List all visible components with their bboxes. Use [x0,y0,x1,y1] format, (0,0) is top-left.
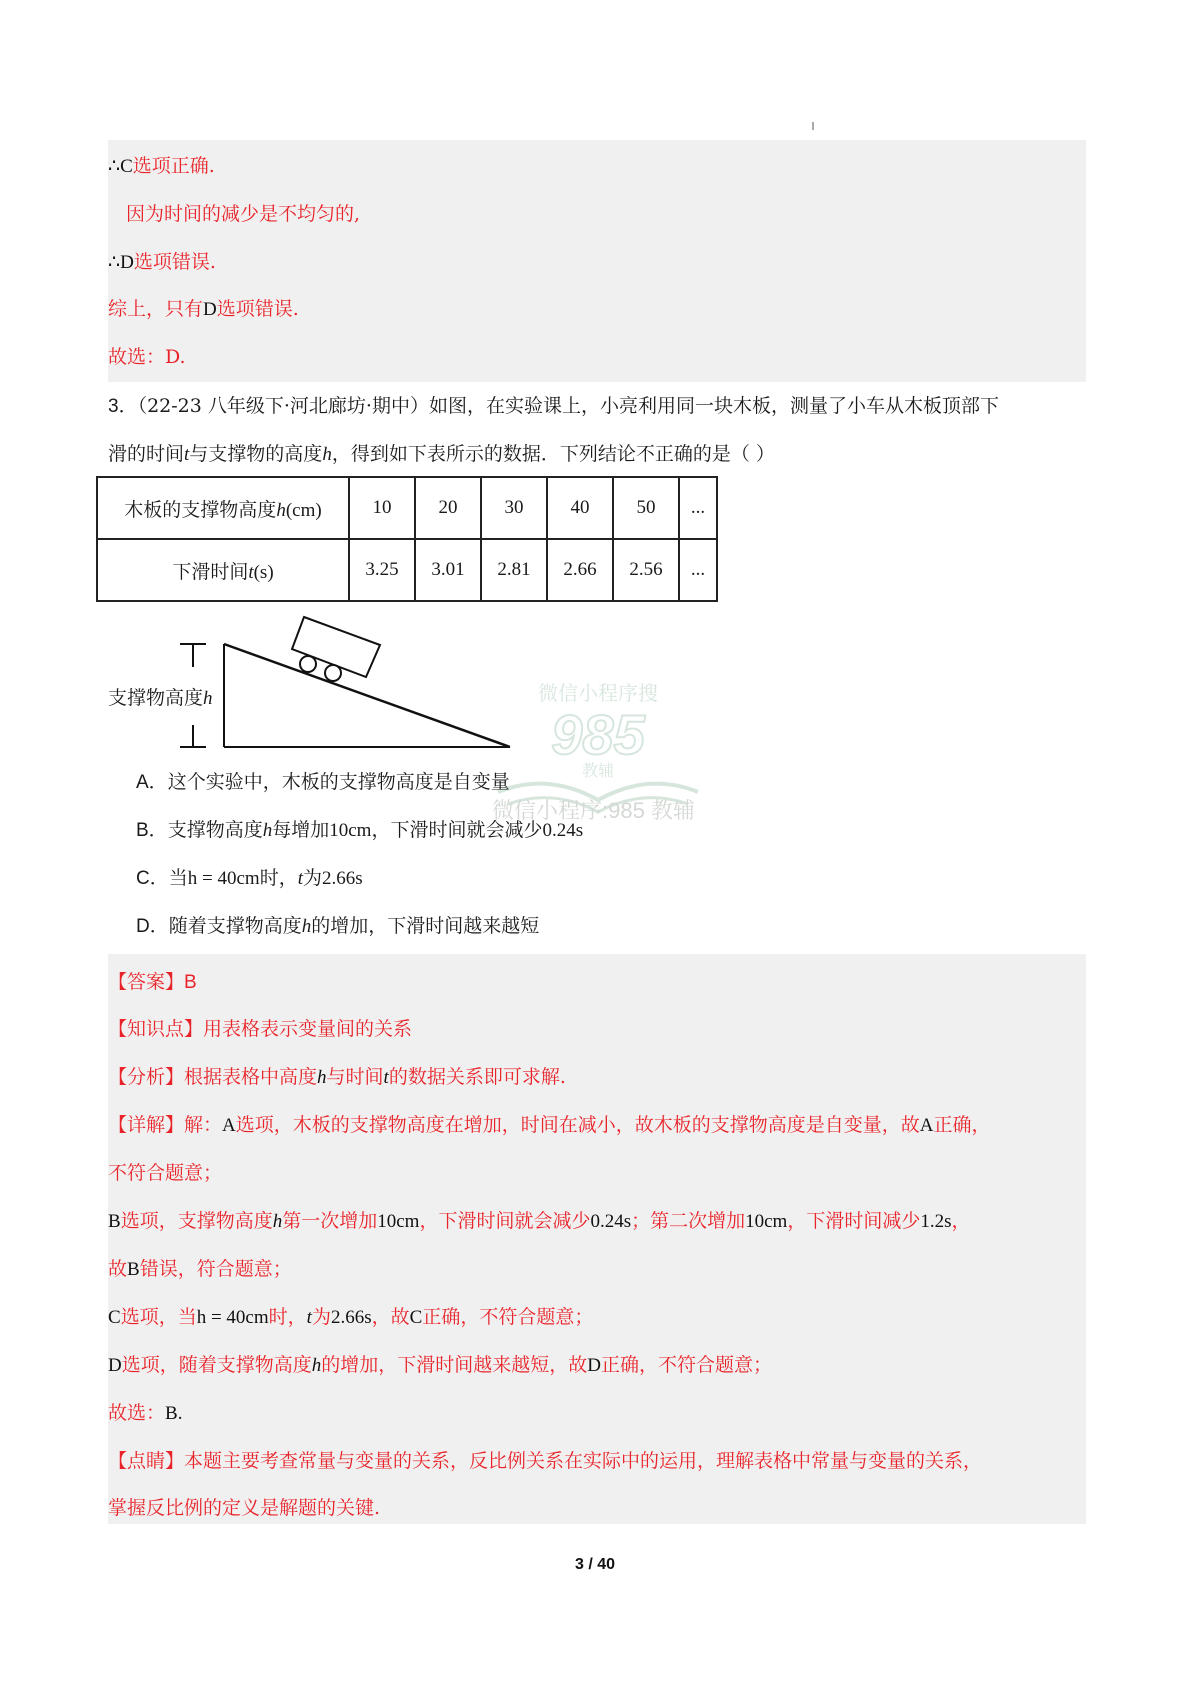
figure-label: 支撑物高度h [108,687,213,709]
watermark-text: 微信小程序:985 教辅 [492,798,695,823]
option-d: D．随着支撑物高度h的增加，下滑时间越来越短 [136,915,540,937]
question-source: （22-23 八年级下·河北廊坊·期中） [137,395,429,417]
comment-line-1: 【点睛】本题主要考查常量与变量的关系，反比例关系在实际中的运用，理解表格中常量与变量的关系， [108,1450,983,1472]
answer-tag: 【答案】 [108,971,185,993]
table-row-height [97,477,717,539]
table-cell: 20 [415,477,481,539]
table-cell: 2.56 [613,539,679,601]
table-cell: ... [679,539,717,601]
prev-line-4: 综上，只有D选项错误. [108,298,299,320]
table-cell: 2.81 [481,539,547,601]
detail-line-3: B选项，支撑物高度h第一次增加10cm，下滑时间就会减少0.24s；第二次增加10cm，下滑时间减少1.2s， [108,1210,971,1232]
question-stem-line-2: 滑的时间t与支撑物的高度h，得到如下表所示的数据．下列结论不正确的是（ ） [108,443,775,465]
table-cell: ... [679,477,717,539]
table-cell: 3.01 [415,539,481,601]
table-cell: 10 [349,477,415,539]
detail-line-6: D选项，随着支撑物高度h的增加，下滑时间越来越短，故D正确，不符合题意； [108,1354,773,1376]
svg-text:教辅: 教辅 [581,763,615,780]
option-a: A．这个实验中，木板的支撑物高度是自变量 [136,771,510,793]
table-cell: 2.66 [547,539,613,601]
table-cell: 30 [481,477,547,539]
svg-text:微信小程序搜: 微信小程序搜 [538,683,658,705]
option-b: B．支撑物高度h每增加10cm，下滑时间就会减少0.24s [136,819,584,841]
detail-line-2: 不符合题意； [108,1162,223,1184]
data-table [96,476,718,602]
table-header-height: 木板的支撑物高度h(cm) [97,477,349,539]
comment-line-2: 掌握反比例的定义是解题的关键. [108,1497,381,1519]
page-number: 3 / 40 [574,1556,616,1573]
knowledge-line: 【知识点】用表格表示变量间的关系 [108,1018,413,1040]
table-cell: 40 [547,477,613,539]
detail-line-5: C选项，当h = 40cm时，t为2.66s，故C正确，不符合题意； [108,1306,594,1328]
detail-line-4: 故B错误，符合题意； [108,1258,292,1280]
ramp-diagram [180,615,520,755]
answer-value: B [184,972,197,993]
header-mark [812,122,814,130]
final-choice-line: 故选：B. [108,1402,183,1424]
svg-text:985: 985 [551,703,645,766]
table-header-time: 下滑时间t(s) [97,539,349,601]
prev-line-3: ∴D选项错误. [108,251,216,273]
option-c: C．当h = 40cm时，t为2.66s [136,867,363,889]
previous-solution-block [108,140,1086,382]
detail-line-1: 【详解】解：A选项，木板的支撑物高度在增加，时间在减小，故木板的支撑物高度是自变量，故A正确， [108,1114,991,1136]
prev-line-5: 故选：D. [108,346,186,368]
question-stem-line-1: 3．（22-23 八年级下·河北廊坊·期中）如图，在实验课上，小亮利用同一块木板，测量了小车从木板顶部下 [108,395,999,417]
table-cell: 3.25 [349,539,415,601]
prev-line-1: ∴C选项正确. [108,155,215,177]
prev-line-2: 因为时间的减少是不均匀的, [126,203,361,225]
table-row-time [97,539,717,601]
table-cell: 50 [613,477,679,539]
answer-line [108,968,197,997]
analysis-line: 【分析】根据表格中高度h与时间t的数据关系即可求解. [108,1066,566,1088]
